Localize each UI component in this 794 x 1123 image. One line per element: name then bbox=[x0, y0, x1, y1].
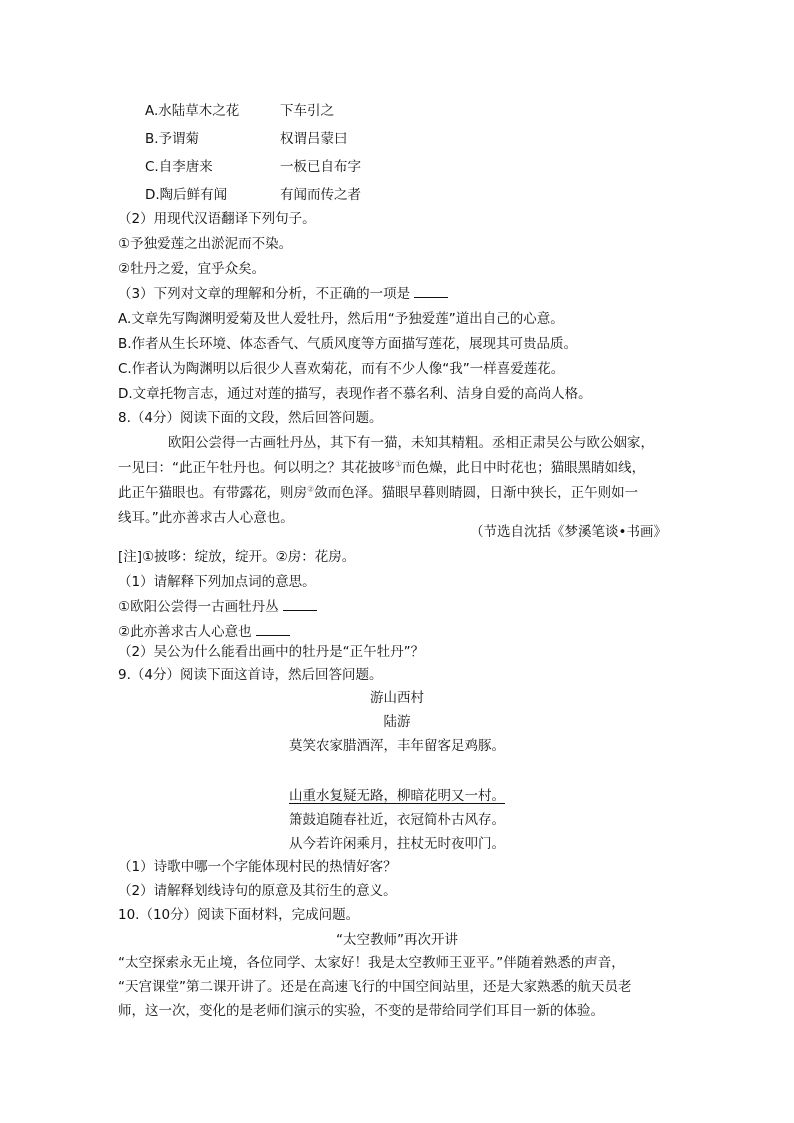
footnote-marker-2: ② bbox=[307, 484, 315, 494]
option-a-right: 下车引之 bbox=[280, 103, 334, 119]
poem-line-2-underlined bbox=[0, 784, 794, 808]
q7-3-stem: （3）下列对文章的理解和分析，不正确的一项是 bbox=[118, 286, 411, 302]
q7-2-stem: （2）用现代汉语翻译下列句子。 bbox=[118, 211, 316, 227]
q8-passage-line-3a: 此正午猫眼也。有带露花，则房 bbox=[118, 485, 307, 501]
q7-3-option-b: B.作者从生长环境、体态香气、气质风度等方面描写莲花，展现其可贵品质。 bbox=[118, 336, 578, 352]
q8-question-1a: ①欧阳公尝得一古画牡丹丛 bbox=[118, 599, 279, 615]
q8-note: [注]①披哆：绽放，绽开。②房：花房。 bbox=[118, 549, 356, 565]
q10-title: “太空教师”再次开讲 bbox=[336, 932, 458, 948]
q8-passage-line-2 bbox=[118, 456, 645, 480]
q10-passage-line-2: “天宫课堂”第二课开讲了。还是在高速飞行的中国空间站里，还是大家熟悉的航天员老 bbox=[118, 979, 632, 995]
q8-passage-line-1: 欧阳公尝得一古画牡丹丛，其下有一猫，未知其精粗。丞相正肃吴公与欧公姻家， bbox=[168, 435, 654, 451]
q8-passage-line-3 bbox=[118, 481, 638, 505]
answer-blank[interactable] bbox=[414, 283, 448, 298]
q8-header: 8.（4分）阅读下面的文段，然后回答问题。 bbox=[118, 410, 383, 426]
q10-passage-line-1: “太空探索永无止境，各位同学、太家好！我是太空教师王亚平。”伴随着熟悉的声音， bbox=[118, 955, 625, 971]
q9-question-2: （2）请解释划线诗句的原意及其衍生的意义。 bbox=[118, 883, 397, 899]
poem-author: 陆游 bbox=[383, 714, 411, 730]
q7-2-sentence-1: ①予独爱莲之出淤泥而不染。 bbox=[118, 236, 293, 252]
q7-2-sentence-2: ②牡丹之爱，宜乎众矣。 bbox=[118, 261, 266, 277]
poem-title: 游山西村 bbox=[370, 690, 424, 706]
option-b-right: 权谓吕蒙曰 bbox=[280, 131, 348, 147]
q8-passage-line-2a: 一见曰：“此正午牡丹也。何以明之？其花披哆 bbox=[118, 460, 395, 476]
option-d-left: D.陶后鲜有闻 bbox=[145, 187, 228, 203]
q8-source: （节选自沈括《梦溪笔谈•书画》 bbox=[470, 524, 667, 540]
option-a-left: A.水陆草木之花 bbox=[145, 103, 240, 119]
poem-line-1: 莫笑农家腊酒浑，丰年留客足鸡豚。 bbox=[289, 738, 505, 754]
option-c-right: 一板已自布字 bbox=[280, 159, 361, 175]
poem-line-4: 从今若许闲乘月，拄杖无时夜叩门。 bbox=[289, 836, 505, 852]
option-d-right: 有闻而传之者 bbox=[280, 187, 361, 203]
q7-3-option-a: A.文章先写陶渊明爱菊及世人爱牡丹，然后用“予独爱莲”道出自己的心意。 bbox=[118, 311, 564, 327]
q9-question-1: （1）诗歌中哪一个字能体现村民的热情好客？ bbox=[118, 859, 397, 875]
answer-blank[interactable] bbox=[283, 596, 317, 611]
q10-header: 10.（10分）阅读下面材料，完成问题。 bbox=[118, 907, 360, 923]
poem-line-3: 箫鼓追随春社近，衣冠简朴古风存。 bbox=[289, 812, 505, 828]
q8-question-1a-line bbox=[118, 595, 317, 619]
q8-passage-line-3b: 敛而色泽。猫眼早暮则睛圆，日渐中狭长，正午则如一 bbox=[314, 485, 639, 501]
answer-blank[interactable] bbox=[256, 621, 290, 636]
q7-3-stem-line bbox=[118, 282, 448, 306]
poem-line-2: 山重水复疑无路，柳暗花明又一村。 bbox=[289, 788, 505, 804]
q10-passage-line-3: 师，这一次，变化的是老师们演示的实验，不变的是带给同学们耳目一新的体验。 bbox=[118, 1003, 604, 1019]
q7-3-option-c: C.作者认为陶渊明以后很少人喜欢菊花，而有不少人像“我”一样喜爱莲花。 bbox=[118, 361, 565, 377]
footnote-marker-1: ① bbox=[395, 459, 403, 469]
q7-3-option-d: D.文章托物言志，通过对莲的描写，表现作者不慕名利、洁身自爱的高尚人格。 bbox=[118, 386, 592, 402]
q8-passage-line-4: 线耳。”此亦善求古人心意也。 bbox=[118, 510, 294, 526]
option-b-left: B.予谓菊 bbox=[145, 131, 200, 147]
q8-question-2: （2）吴公为什么能看出画中的牡丹是“正午牡丹”？ bbox=[118, 644, 425, 660]
q8-question-1: （1）请解释下列加点词的意思。 bbox=[118, 574, 316, 590]
q9-header: 9.（4分）阅读下面这首诗，然后回答问题。 bbox=[118, 667, 383, 683]
option-c-left: C.自李唐来 bbox=[145, 159, 213, 175]
q8-question-1b: ②此亦善求古人心意也 bbox=[118, 624, 252, 640]
q8-passage-line-2b: 而色燥，此日中时花也；猫眼黑睛如线， bbox=[402, 460, 646, 476]
